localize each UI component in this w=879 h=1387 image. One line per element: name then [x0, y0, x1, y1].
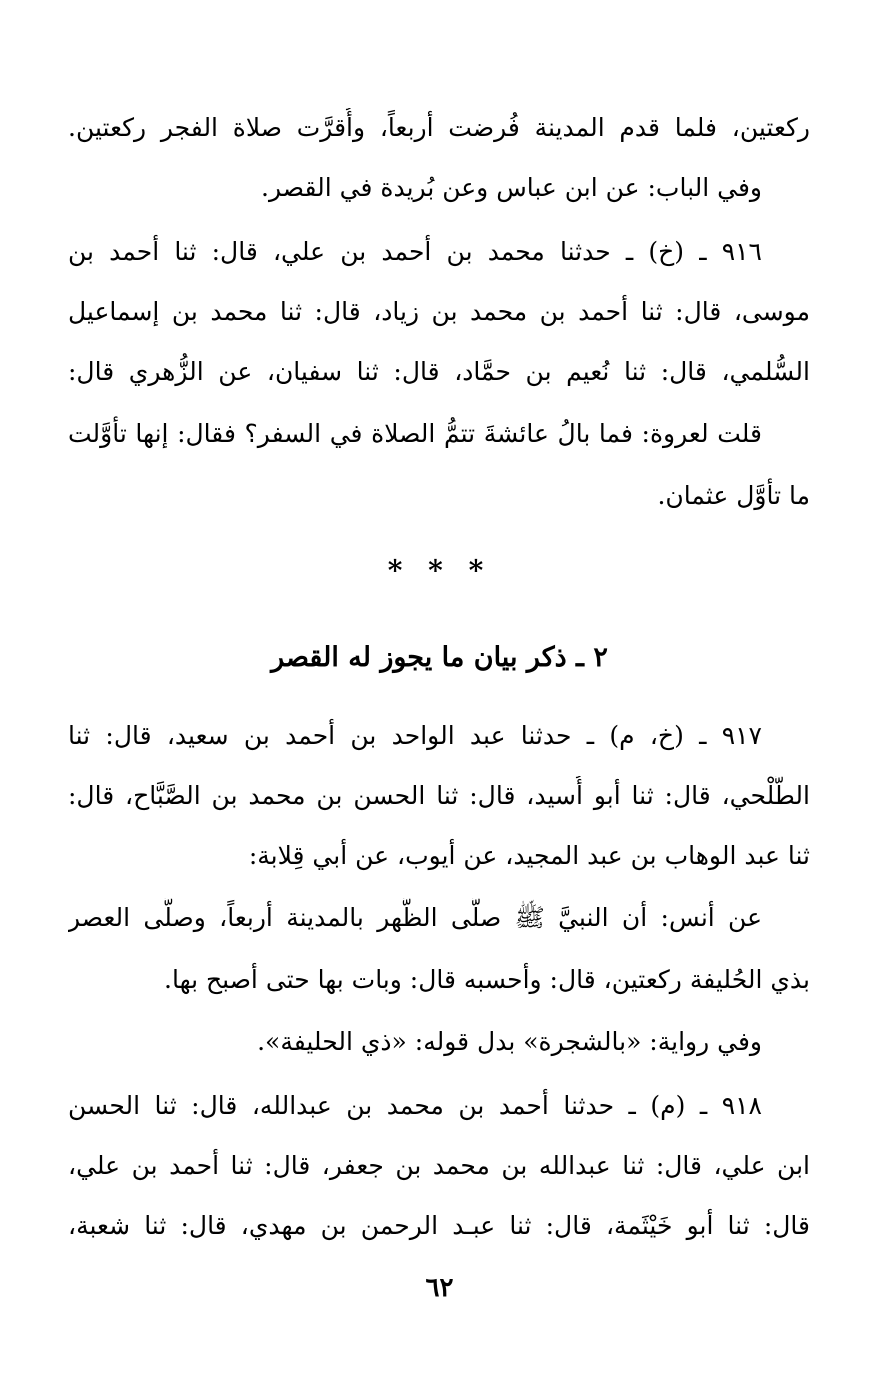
- hadith-918-line-1: ٩١٨ ـ (م) ـ حدثنا أحمد بن محمد بن عبدالله، قال: ثنا الحسن: [68, 1091, 762, 1120]
- section-separator: * * *: [387, 554, 492, 587]
- hadith-916-line-5: ما تأوَّل عثمان.: [657, 481, 810, 510]
- hadith-916-line-2: موسى، قال: ثنا أحمد بن محمد بن زياد، قال: ثنا محمد بن إسماعيل: [68, 297, 810, 326]
- hadith-917-line-3: ثنا عبد الوهاب بن عبد المجيد، عن أيوب، عن أبي قِلابة:: [248, 841, 810, 870]
- hadith-917-line-4: عن أنس: أن النبيَّ ﷺ صلَّى الظُّهر بالمدينة أربعاً، وصلَّى العصر: [68, 903, 762, 932]
- hadith-916-line-3: السُّلمي، قال: ثنا نُعيم بن حمَّاد، قال: ثنا سفيان، عن الزُّهري قال:: [68, 357, 810, 386]
- hadith-917-line-5: بذي الحُليفة ركعتين، قال: وأحسبه قال: وبات بها حتى أصبح بها.: [164, 965, 810, 994]
- hadith-916-line-1: ٩١٦ ـ (خ) ـ حدثنا محمد بن أحمد بن علي، قال: ثنا أحمد بن: [68, 237, 762, 266]
- hadith-917-line-2: الطَّلْحي، قال: ثنا أبو أُسيد، قال: ثنا الحسن بن محمد بن الصَّبَّاح، قال:: [68, 781, 810, 810]
- hadith-918-line-2: ابن علي، قال: ثنا عبدالله بن محمد بن جعفر، قال: ثنا أحمد بن علي،: [68, 1151, 810, 1180]
- text-line-2: وفي الباب: عن ابن عباس وعن بُريدة في القصر.: [261, 173, 762, 202]
- hadith-916-line-4: قلت لعروة: فما بالُ عائشةَ تتمُّ الصلاة في السفر؟ فقال: إنها تأوَّلت: [68, 419, 762, 448]
- page-number: ٦٢: [425, 1273, 454, 1303]
- hadith-918-line-3: قال: ثنا أبو خَيْثَمة، قال: ثنا عبـد الرحمن بن مهدي، قال: ثنا شعبة،: [68, 1211, 810, 1240]
- hadith-917-line-6: وفي رواية: «بالشجرة» بدل قوله: «ذي الحليفة».: [257, 1027, 762, 1056]
- hadith-917-line-1: ٩١٧ ـ (خ، م) ـ حدثنا عبد الواحد بن أحمد بن سعيد، قال: ثنا: [68, 721, 762, 750]
- text-line-1: ركعتين، فلما قدم المدينة فُرضت أربعاً، وأُقرَّت صلاة الفجر ركعتين.: [68, 113, 810, 142]
- section-heading: ٢ ـ ذكر بيان ما يجوز له القصر: [271, 642, 608, 673]
